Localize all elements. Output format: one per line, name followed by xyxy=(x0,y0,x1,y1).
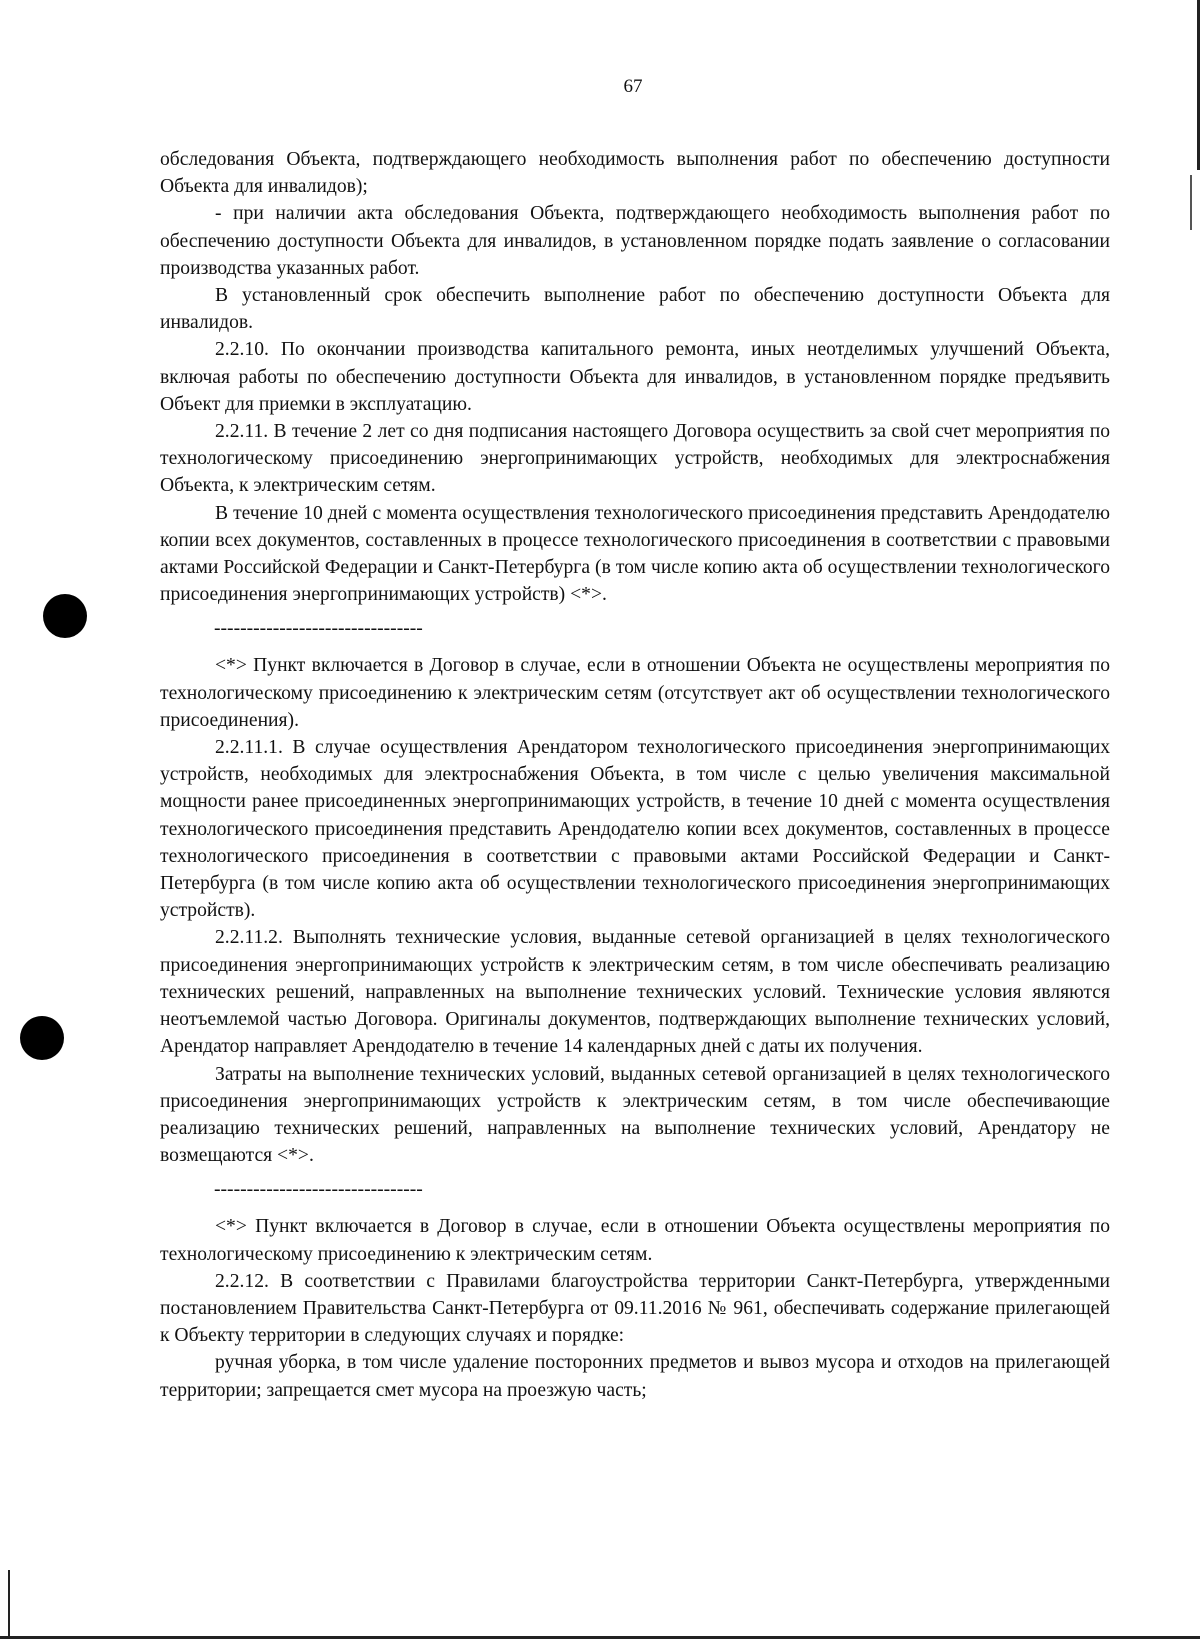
page-number: 67 xyxy=(623,76,643,97)
paragraph: 2.2.12. В соответствии с Правилами благоустройства территории Санкт-Петербурга, утвержденными постановлением Правительства Санкт-Петербурга от 09.11.2016 № 961, обеспечивать содержание прилегающей к Объекту территории в следующих случаях и порядке: xyxy=(160,1270,1110,1347)
footnote: <*> Пункт включается в Договор в случае, если в отношении Объекта осуществлены мероприятия по технологическому присоединению к электрическим сетям. xyxy=(160,1216,1110,1265)
footnote-separator: -------------------------------- xyxy=(214,618,423,640)
paragraph: обследования Объекта, подтверждающего необходимость выполнения работ по обеспечению доступности Объекта для инвалидов); xyxy=(160,149,1110,198)
paragraph: 2.2.10. По окончании производства капитального ремонта, иных неотделимых улучшений Объекта, включая работы по обеспечению доступности Объекта для инвалидов, в установленном порядке предъявить Объект для приемки в эксплуатацию. xyxy=(160,339,1110,415)
scan-edge xyxy=(1190,175,1192,230)
footnote: <*> Пункт включается в Договор в случае, если в отношении Объекта не осуществлены мероприятия по технологическому присоединению к электрическим сетям (отсутствует акт об осуществлении технологического присоединения). xyxy=(160,655,1110,731)
punch-hole xyxy=(43,594,87,638)
paragraph: 2.2.11.2. Выполнять технические условия, выданные сетевой организацией в целях технологического присоединения энергопринимающих устройств к электрическим сетям, в том числе обеспечивать реализацию технических решений, направленных на выполнение технических условий. Технические условия являются неотъемлемой частью Договора. Оригиналы документов, подтверждающих выполнение технических условий, Арендатор направляет Арендодателю в течение 14 календарных дней с даты их получения. xyxy=(160,927,1110,1058)
paragraph: 2.2.11. В течение 2 лет со дня подписания настоящего Договора осуществить за свой счет мероприятия по технологическому присоединению энергопринимающих устройств, необходимых для электроснабжения Объекта, к электрическим сетям. xyxy=(160,421,1110,497)
footnote-separator: -------------------------------- xyxy=(214,1179,423,1201)
document-body xyxy=(160,146,1110,1404)
paragraph: ручная уборка, в том числе удаление посторонних предметов и вывоз мусора и отходов на прилегающей территории; запрещается смет мусора на проезжую часть; xyxy=(160,1352,1110,1401)
paragraph: В установленный срок обеспечить выполнение работ по обеспечению доступности Объекта для инвалидов. xyxy=(160,285,1110,334)
punch-hole xyxy=(20,1016,64,1060)
paragraph: Затраты на выполнение технических условий, выданных сетевой организацией в целях технологического присоединения энергопринимающих устройств к электрическим сетям, в том числе обеспечивающие реализацию технических решений, направленных на выполнение технических условий, Арендатору не возмещаются <*>. xyxy=(160,1063,1110,1167)
scan-edge xyxy=(8,1570,10,1639)
paragraph: В течение 10 дней с момента осуществления технологического присоединения представить Арендодателю копии всех документов, составленных в процессе технологического присоединения в соответствии с правовыми актами Российской Федерации и Санкт-Петербурга (в том числе копию акта об осуществлении технологического присоединения энергопринимающих устройств) <*>. xyxy=(160,502,1110,606)
paragraph: - при наличии акта обследования Объекта, подтверждающего необходимость выполнения работ по обеспечению доступности Объекта для инвалидов, в установленном порядке подать заявление о согласовании производства указанных работ. xyxy=(160,203,1110,279)
paragraph: 2.2.11.1. В случае осуществления Арендатором технологического присоединения энергопринимающих устройств, необходимых для электроснабжения Объекта, в том числе с целью увеличения максимальной мощности ранее присоединенных энергопринимающих устройств, в течение 10 дней с момента осуществления технологического присоединения представить Арендодателю копии всех документов, составленных в процессе технологического присоединения в соответствии с правовыми актами Российской Федерации и Санкт-Петербурга (в том числе копию акта об осуществлении технологического присоединения энергопринимающих устройств). xyxy=(160,737,1110,922)
